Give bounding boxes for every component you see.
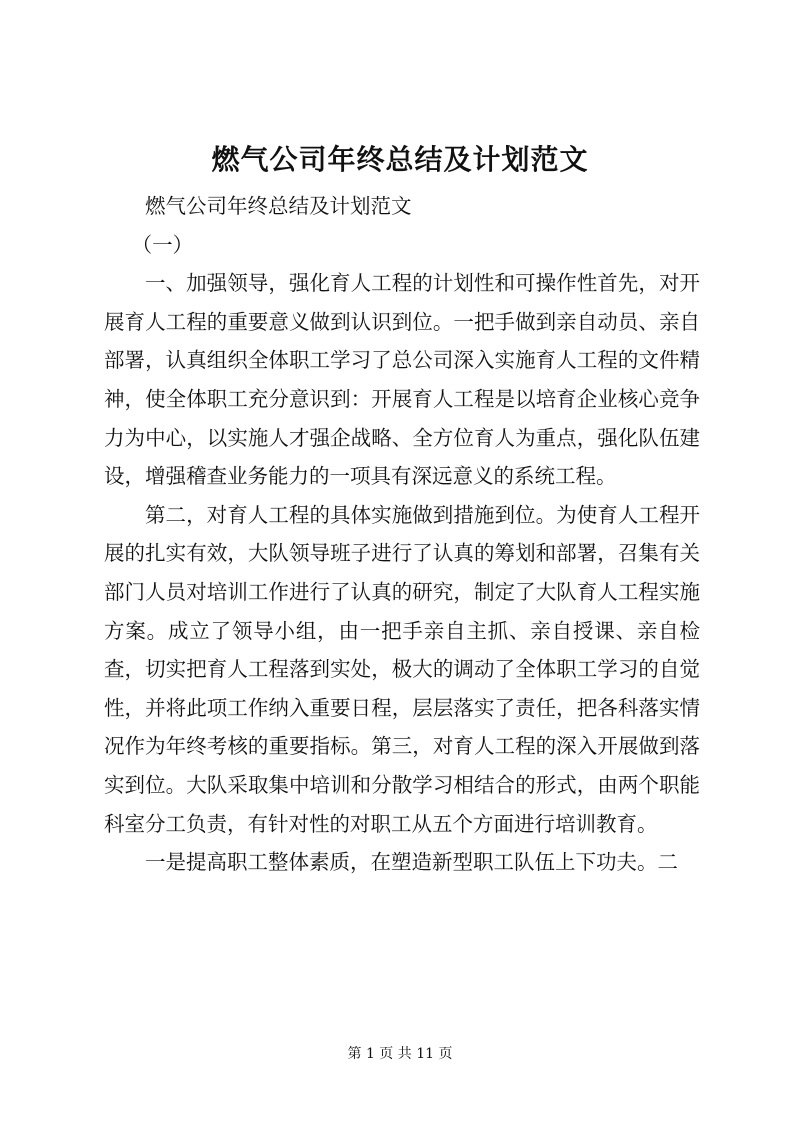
page-number-footer: 第 1 页 共 11 页 bbox=[347, 1046, 453, 1062]
body-paragraph-2: 第二，对育人工程的具体实施做到措施到位。为使育人工程开展的扎实有效，大队领导班子进行了认真的筹划和部署，召集有关部门人员对培训工作进行了认真的研究，制定了大队育人工程实施方案。成立了领导小组，由一把手亲自主抓、亲自授课、亲自检查，切实把育人工程落到实处，极大的调动了全体职工学习的自觉性，并将此项工作纳入重要日程，层层落实了责任，把各科落实情况作为年终考核的重要指标。第三，对育人工程的深入开展做到落实到位。大队采取集中培训和分散学习相结合的形式，由两个职能科室分工负责，有针对性的对职工从五个方面进行培训教育。 bbox=[104, 502, 700, 836]
section-number-paragraph: （一） bbox=[131, 232, 194, 257]
document-body bbox=[104, 187, 700, 882]
body-paragraph-3: 一是提高职工整体素质，在塑造新型职工队伍上下功夫。二 bbox=[145, 850, 678, 875]
document-title: 燃气公司年终总结及计划范文 bbox=[211, 143, 589, 176]
subtitle-paragraph: 燃气公司年终总结及计划范文 bbox=[145, 194, 412, 218]
body-paragraph-1: 一、加强领导，强化育人工程的计划性和可操作性首先，对开展育人工程的重要意义做到认识到位。一把手做到亲自动员、亲自部署，认真组织全体职工学习了总公司深入实施育人工程的文件精神，使全体职工充分意识到：开展育人工程是以培育企业核心竞争力为中心，以实施人才强企战略、全方位育人为重点，强化队伍建设，增强稽查业务能力的一项具有深远意义的系统工程。 bbox=[104, 271, 700, 489]
